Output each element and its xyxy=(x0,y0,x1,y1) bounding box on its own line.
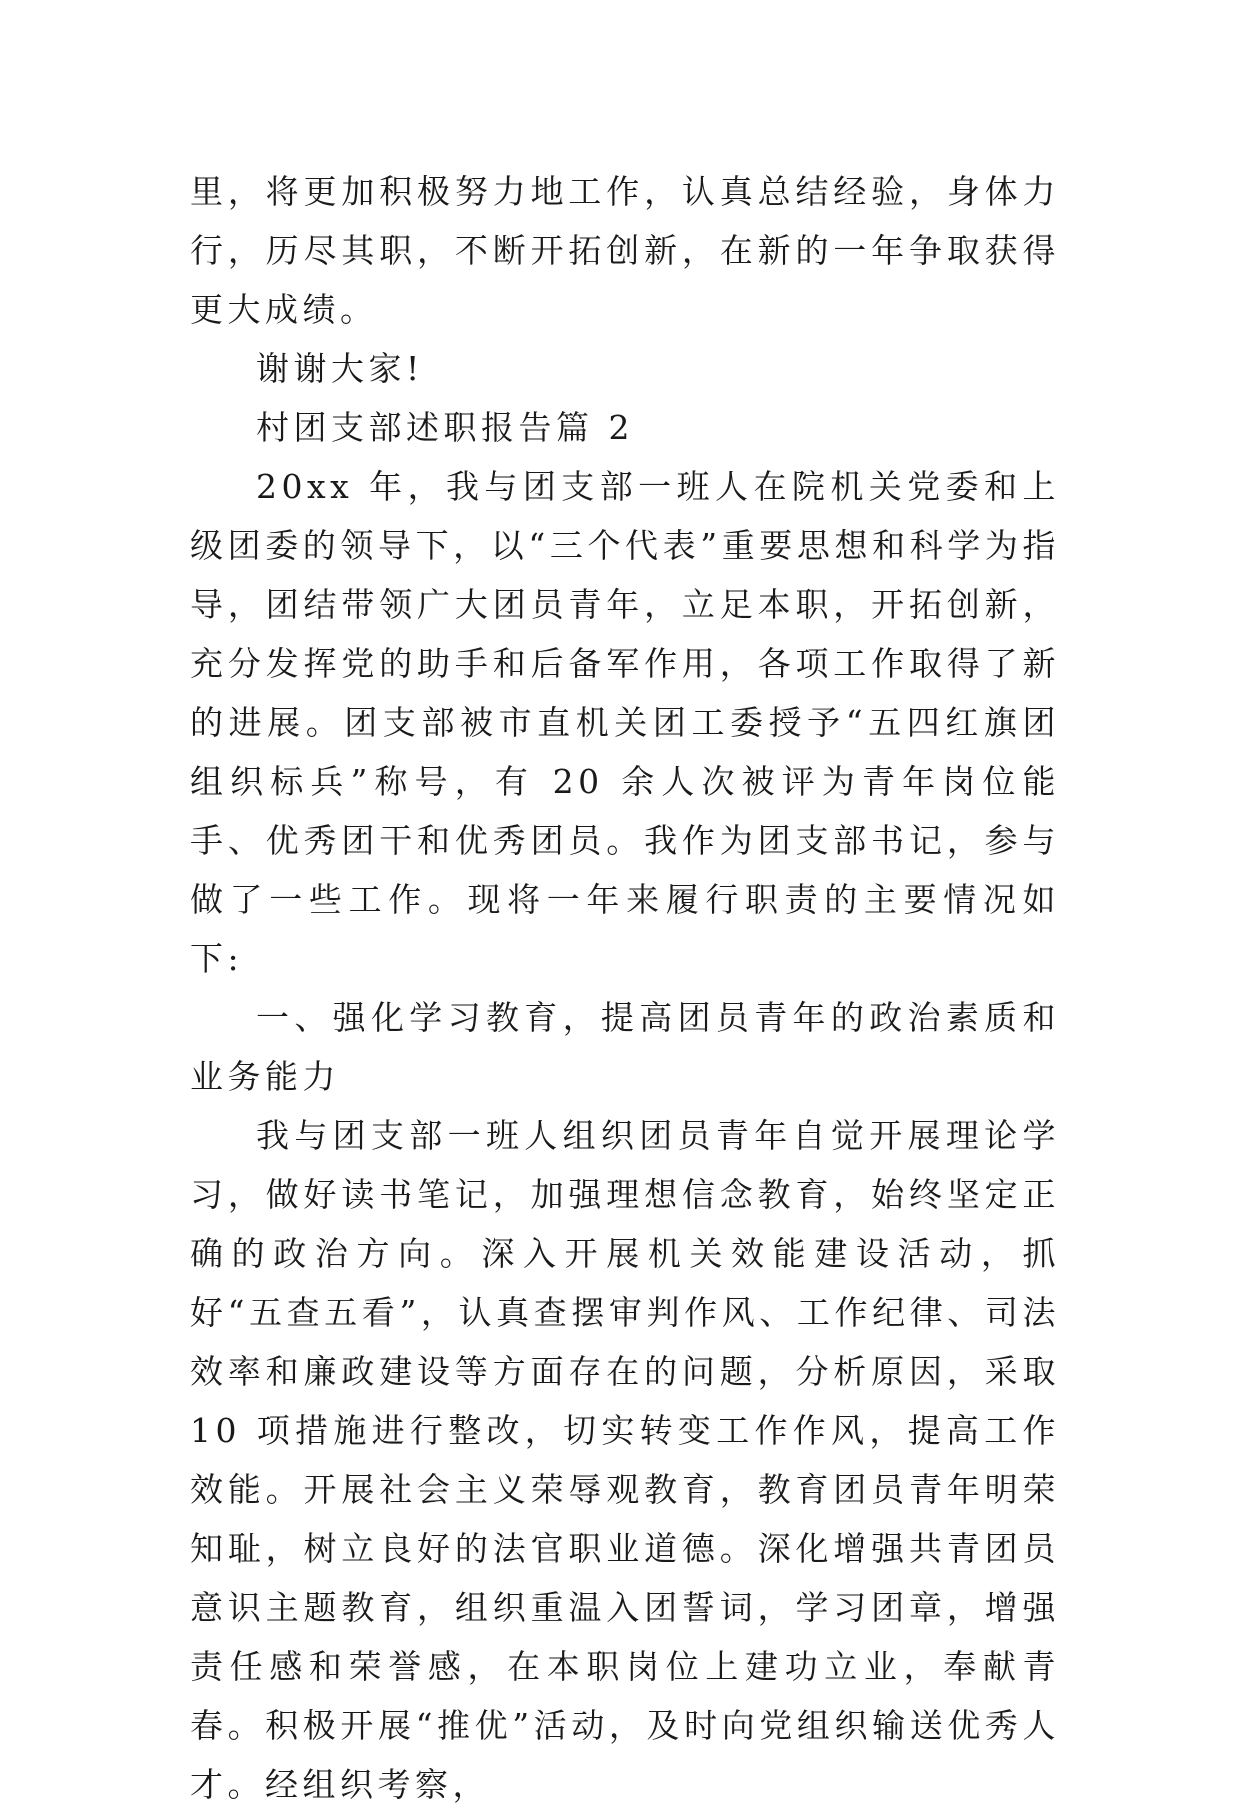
paragraph-thanks: 谢谢大家! xyxy=(256,349,424,388)
paragraph-intro: 20xx 年，我与团支部一班人在院机关党委和上级团委的领导下，以“三个代表”重要思想和科学为指导，团结带领广大团员青年，立足本职，开拓创新，充分发挥党的助手和后备军作用，各项工作取得了新的进展。团支部被市直机关团工委授予“五四红旗团组织标兵”称号，有 20 余人次被评为青年岗位能手、优秀团干和优秀团员。我作为团支部书记，参与做了一些工作。现将一年来履行职责的主要情况如下: xyxy=(190,467,1060,978)
document-body xyxy=(190,162,1060,1814)
paragraph-closing-continuation: 里，将更加积极努力地工作，认真总结经验，身体力行，历尽其职，不断开拓创新，在新的一年争取获得更大成绩。 xyxy=(190,172,1060,329)
paragraph-study-education: 我与团支部一班人组织团员青年自觉开展理论学习，做好读书笔记，加强理想信念教育，始终坚定正确的政治方向。深入开展机关效能建设活动，抓好“五查五看”，认真查摆审判作风、工作纪律、司法效率和廉政建设等方面存在的问题，分析原因，采取 10 项措施进行整改，切实转变工作作风，提高工作效能。开展社会主义荣辱观教育，教育团员青年明荣知耻，树立良好的法官职业道德。深化增强共青团员意识主题教育，组织重温入团誓词，学习团章，增强责任感和荣誉感，在本职岗位上建功立业，奉献青春。积极开展“推优”活动，及时向党组织输送优秀人才。经组织考察， xyxy=(190,1116,1060,1804)
subsection-heading-1: 一、强化学习教育，提高团员青年的政治素质和业务能力 xyxy=(190,998,1060,1096)
section-title: 村团支部述职报告篇 2 xyxy=(256,408,634,447)
